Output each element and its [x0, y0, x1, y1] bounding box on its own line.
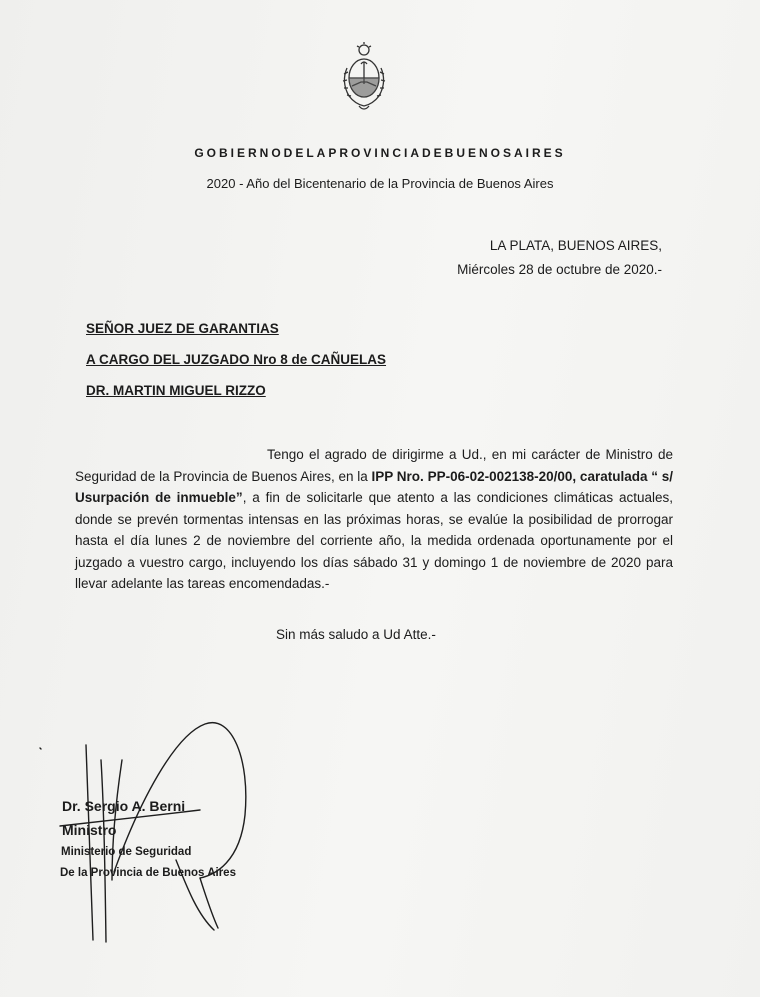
signer-name: Dr. Sergio A. Berni [62, 798, 186, 814]
place-date [457, 234, 662, 282]
addressee-title: SEÑOR JUEZ DE GARANTIAS [86, 321, 279, 336]
place-line: LA PLATA, BUENOS AIRES, [489, 238, 662, 253]
signer-ministry: Ministerio de Seguridad [61, 846, 192, 858]
addressee-block [86, 321, 386, 414]
government-title: GOBIERNODELAPROVINCIADEBUENOSAIRES [194, 146, 566, 160]
body-request: , a fin de solicitarle que atento a las condiciones climáticas actuales, donde se prevén tormentas intensas en las próximas horas, se evalúe la posibilidad de prorrogar hasta el día lunes 2 de noviembre del corriente año, la medida ordenada oportunamente por el juzgado a vuestro cargo, incluyendo los días sábado 31 y domingo 1 de noviembre de 2020 para llevar adelante las tareas encomendadas.- [75, 490, 673, 591]
body-intro: Tengo el agrado de dirigirme a Ud., en mi carácter de Ministro de Seguridad de la Provincia de Buenos Aires, en la [75, 447, 673, 484]
coat-of-arms-icon [337, 40, 391, 116]
closing-line: Sin más saludo a Ud Atte.- [276, 627, 436, 642]
signer-role: Ministro [62, 822, 117, 838]
addressee-court: A CARGO DEL JUZGADO Nro 8 de CAÑUELAS [86, 352, 387, 367]
signature-block [62, 798, 236, 879]
letter-body [75, 444, 673, 595]
date-line: Miércoles 28 de octubre de 2020.- [457, 262, 662, 277]
bicentennial-subtitle: 2020 - Año del Bicentenario de la Provincia de Buenos Aires [206, 176, 554, 191]
ipp-reference: IPP Nro. PP-06-02-002138-20/00, caratulada “ s/ Usurpación de inmueble” [75, 468, 673, 505]
signer-province: De la Provincia de Buenos Aires [60, 867, 236, 879]
addressee-judge: DR. MARTIN MIGUEL RIZZO [86, 383, 266, 398]
